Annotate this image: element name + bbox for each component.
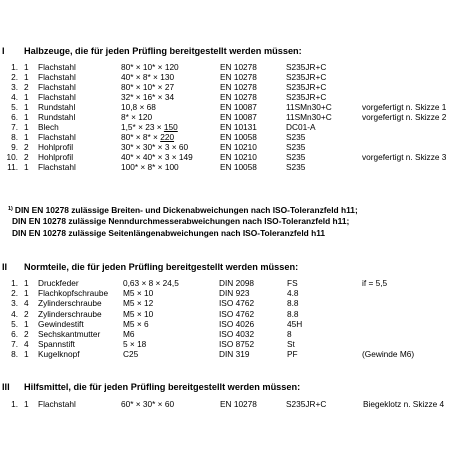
name-cell: Flachstahl <box>38 72 76 82</box>
dimension-text: 100* × 8* × 100 <box>121 162 179 172</box>
norm-cell: EN 10058 <box>220 132 257 142</box>
position-cell: 4. <box>11 308 18 319</box>
section-heading-3 <box>2 382 300 393</box>
quantity-cell: 1 <box>24 92 29 102</box>
name-cell: Sechskantmutter <box>38 329 101 339</box>
table-row <box>0 133 458 142</box>
dimension-cell <box>121 103 156 112</box>
norm-cell: EN 10278 <box>220 62 257 72</box>
quantity-cell: 2 <box>24 329 29 339</box>
norm-cell: EN 10131 <box>220 122 257 132</box>
section-heading-2 <box>2 262 298 273</box>
material-cell: FS <box>287 278 298 288</box>
position-cell: 10. <box>6 152 18 162</box>
table-row <box>0 330 458 339</box>
quantity-cell: 1 <box>24 278 29 288</box>
dimension-cell <box>121 133 174 142</box>
norm-cell: EN 10278 <box>220 82 257 92</box>
table-row <box>0 279 458 288</box>
name-cell: Rundstahl <box>38 112 76 122</box>
table-row <box>0 320 458 329</box>
dimension-text: 80* × 8* × <box>121 132 161 142</box>
dimension-cell <box>121 83 174 92</box>
quantity-cell: 2 <box>24 152 29 162</box>
norm-cell: EN 10210 <box>220 142 257 152</box>
table-row <box>0 289 458 298</box>
position-cell: 7. <box>11 122 18 132</box>
table-row <box>0 350 458 359</box>
footnote-line-3 <box>12 228 325 238</box>
position-cell: 3. <box>11 298 18 309</box>
norm-cell: EN 10058 <box>220 162 257 172</box>
section-title: Halbzeuge, die für jeden Prüfling bereitgestellt werden müssen: <box>24 46 302 56</box>
name-cell: Hohlprofil <box>38 152 74 162</box>
table-row <box>0 310 458 319</box>
quantity-cell: 1 <box>24 399 29 409</box>
position-cell: 7. <box>11 339 18 350</box>
position-cell: 1. <box>11 399 18 409</box>
footnote-line-2 <box>12 216 349 226</box>
norm-cell: ISO 4762 <box>219 308 255 319</box>
dimension-cell <box>123 289 153 298</box>
table-row <box>0 73 458 82</box>
quantity-cell: 1 <box>24 62 29 72</box>
material-cell: S235 <box>286 142 306 152</box>
name-cell: Flachstahl <box>38 82 76 92</box>
material-cell: 11SMn30+C <box>286 102 332 112</box>
dimension-text: M5 × 12 <box>123 298 154 309</box>
table-row <box>0 113 458 122</box>
quantity-cell: 1 <box>24 318 29 329</box>
material-cell: St <box>287 339 295 350</box>
material-cell: 4.8 <box>287 288 299 299</box>
footnote-line-1 <box>8 204 358 215</box>
quantity-cell: 1 <box>24 102 29 112</box>
dimension-text: 0,63 × 8 × 24,5 <box>123 278 179 288</box>
norm-cell: DIN 2098 <box>219 278 255 288</box>
table-row <box>0 143 458 152</box>
dimension-cell <box>121 73 174 82</box>
position-cell: 2. <box>11 72 18 82</box>
dimension-text: 5 × 18 <box>123 339 147 350</box>
name-cell: Kugelknopf <box>38 349 80 360</box>
dimension-text: M5 × 10 <box>123 308 154 319</box>
name-cell: Gewindestift <box>38 318 84 329</box>
material-cell: S235JR+C <box>286 62 327 72</box>
name-cell: Blech <box>38 122 59 132</box>
dimension-cell <box>121 400 174 409</box>
position-cell: 3. <box>11 82 18 92</box>
section-number: II <box>2 262 8 272</box>
material-cell: S235 <box>286 162 306 172</box>
position-cell: 2. <box>11 288 18 299</box>
name-cell: Flachstahl <box>38 62 76 72</box>
note-cell: vorgefertigt n. Skizze 3 <box>362 152 447 162</box>
note-cell: Biegeklotz n. Skizze 4 <box>363 399 445 409</box>
dimension-text: 32* × 16* × 34 <box>121 92 175 102</box>
note-cell: if = 5,5 <box>362 278 388 288</box>
dimension-text: M5 × 10 <box>123 288 154 299</box>
dimension-text: 80* × 10* × 27 <box>121 82 175 92</box>
quantity-cell: 1 <box>24 162 29 172</box>
material-cell: 45H <box>287 318 303 329</box>
norm-cell: EN 10278 <box>220 399 257 409</box>
norm-cell: ISO 8752 <box>219 339 255 350</box>
position-cell: 1. <box>11 278 18 288</box>
quantity-cell: 2 <box>24 82 29 92</box>
dimension-cell <box>121 163 179 172</box>
dimension-text: 80* × 10* × 120 <box>121 62 179 72</box>
note-cell: vorgefertigt n. Skizze 2 <box>362 112 447 122</box>
quantity-cell: 1 <box>24 112 29 122</box>
name-cell: Flachstahl <box>38 162 76 172</box>
table-row <box>0 123 458 132</box>
material-cell: S235JR+C <box>286 399 327 409</box>
footnote-text: DIN EN 10278 zulässige Seitenlängenabweichungen nach ISO-Toleranzfeld h11 <box>12 228 326 238</box>
position-cell: 4. <box>11 92 18 102</box>
material-cell: S235JR+C <box>286 92 327 102</box>
name-cell: Zylinderschraube <box>38 298 102 309</box>
quantity-cell: 4 <box>24 298 29 309</box>
table-row <box>0 63 458 72</box>
dimension-cell <box>121 113 152 122</box>
material-cell: S235JR+C <box>286 72 327 82</box>
table-row <box>0 93 458 102</box>
name-cell: Spannstift <box>38 339 75 350</box>
position-cell: 11. <box>7 162 18 172</box>
dimension-underlined: 220 <box>160 132 175 142</box>
name-cell: Flachstahl <box>38 132 76 142</box>
quantity-cell: 4 <box>24 339 29 350</box>
material-cell: S235 <box>286 152 306 162</box>
material-cell: 8 <box>287 329 292 339</box>
dimension-text: 10,8 × 68 <box>121 102 156 112</box>
dimension-text: 8* × 120 <box>121 112 153 122</box>
name-cell: Zylinderschraube <box>38 308 102 319</box>
norm-cell: EN 10210 <box>220 152 257 162</box>
dimension-cell <box>121 153 193 162</box>
position-cell: 5. <box>11 102 18 112</box>
name-cell: Flachstahl <box>38 399 76 409</box>
footnote-marker: 1) <box>8 206 13 212</box>
quantity-cell: 1 <box>24 72 29 82</box>
dimension-text: M5 × 6 <box>123 318 149 329</box>
section-title: Normteile, die für jeden Prüfling bereitgestellt werden müssen: <box>24 262 299 272</box>
section-number: III <box>2 382 10 392</box>
name-cell: Druckfeder <box>38 278 79 288</box>
dimension-cell <box>121 93 174 102</box>
name-cell: Hohlprofil <box>38 142 74 152</box>
dimension-text: 40* × 40* × 3 × 149 <box>121 152 193 162</box>
dimension-cell <box>123 350 138 359</box>
norm-cell: DIN 923 <box>219 288 250 299</box>
dimension-cell <box>121 123 178 132</box>
dimension-cell <box>123 310 153 319</box>
material-cell: 8.8 <box>287 308 299 319</box>
quantity-cell: 1 <box>24 288 29 299</box>
name-cell: Flachstahl <box>38 92 76 102</box>
material-cell: PF <box>287 349 298 360</box>
norm-cell: ISO 4032 <box>219 329 255 339</box>
note-cell: vorgefertigt n. Skizze 1 <box>362 102 447 112</box>
dimension-text: M6 <box>123 329 135 339</box>
dimension-cell <box>123 320 149 329</box>
norm-cell: ISO 4762 <box>219 298 255 309</box>
table-row <box>0 83 458 92</box>
material-cell: 8.8 <box>287 298 299 309</box>
section-number: I <box>2 46 5 56</box>
footnote-text: DIN EN 10278 zulässige Nenndurchmesserabweichungen nach ISO-Toleranzfeld h11; <box>12 216 350 226</box>
dimension-cell <box>123 299 153 308</box>
material-cell: S235 <box>286 132 306 142</box>
section-heading-1 <box>2 46 302 57</box>
note-cell: (Gewinde M6) <box>362 349 415 360</box>
dimension-text: 30* × 30* × 3 × 60 <box>121 142 189 152</box>
dimension-cell <box>121 63 179 72</box>
position-cell: 8. <box>11 132 18 142</box>
norm-cell: EN 10278 <box>220 92 257 102</box>
quantity-cell: 2 <box>24 142 29 152</box>
dimension-text: 1,5* × 23 × <box>121 122 164 132</box>
dimension-cell <box>121 143 188 152</box>
material-cell: DC01-A <box>286 122 316 132</box>
dimension-cell <box>123 330 135 339</box>
table-row <box>0 340 458 349</box>
position-cell: 6. <box>11 329 18 339</box>
position-cell: 6. <box>11 112 18 122</box>
dimension-text: 60* × 30* × 60 <box>121 399 175 409</box>
dimension-text: 40* × 8* × 130 <box>121 72 175 82</box>
material-cell: S235JR+C <box>286 82 327 92</box>
position-cell: 8. <box>11 349 18 360</box>
norm-cell: EN 10087 <box>220 102 257 112</box>
table-row <box>0 153 458 162</box>
quantity-cell: 1 <box>24 349 29 360</box>
table-row <box>0 299 458 308</box>
name-cell: Flachkopfschraube <box>38 288 109 299</box>
norm-cell: EN 10087 <box>220 112 257 122</box>
quantity-cell: 2 <box>24 308 29 319</box>
norm-cell: DIN 319 <box>219 349 250 360</box>
position-cell: 9. <box>11 142 18 152</box>
dimension-text: C25 <box>123 349 139 360</box>
name-cell: Rundstahl <box>38 102 76 112</box>
table-row <box>0 163 458 172</box>
position-cell: 5. <box>11 318 18 329</box>
quantity-cell: 1 <box>24 132 29 142</box>
position-cell: 1. <box>11 62 18 72</box>
norm-cell: ISO 4026 <box>219 318 255 329</box>
dimension-underlined: 150 <box>163 122 178 132</box>
section-title: Hilfsmittel, die für jeden Prüfling bereitgestellt werden müssen: <box>24 382 301 392</box>
table-row <box>0 103 458 112</box>
material-cell: 11SMn30+C <box>286 112 332 122</box>
dimension-cell <box>123 279 179 288</box>
table-row <box>0 400 458 409</box>
footnote-text: DIN EN 10278 zulässige Breiten- und Dickenabweichungen nach ISO-Toleranzfeld h11; <box>14 205 358 215</box>
norm-cell: EN 10278 <box>220 72 257 82</box>
quantity-cell: 1 <box>24 122 29 132</box>
dimension-cell <box>123 340 146 349</box>
